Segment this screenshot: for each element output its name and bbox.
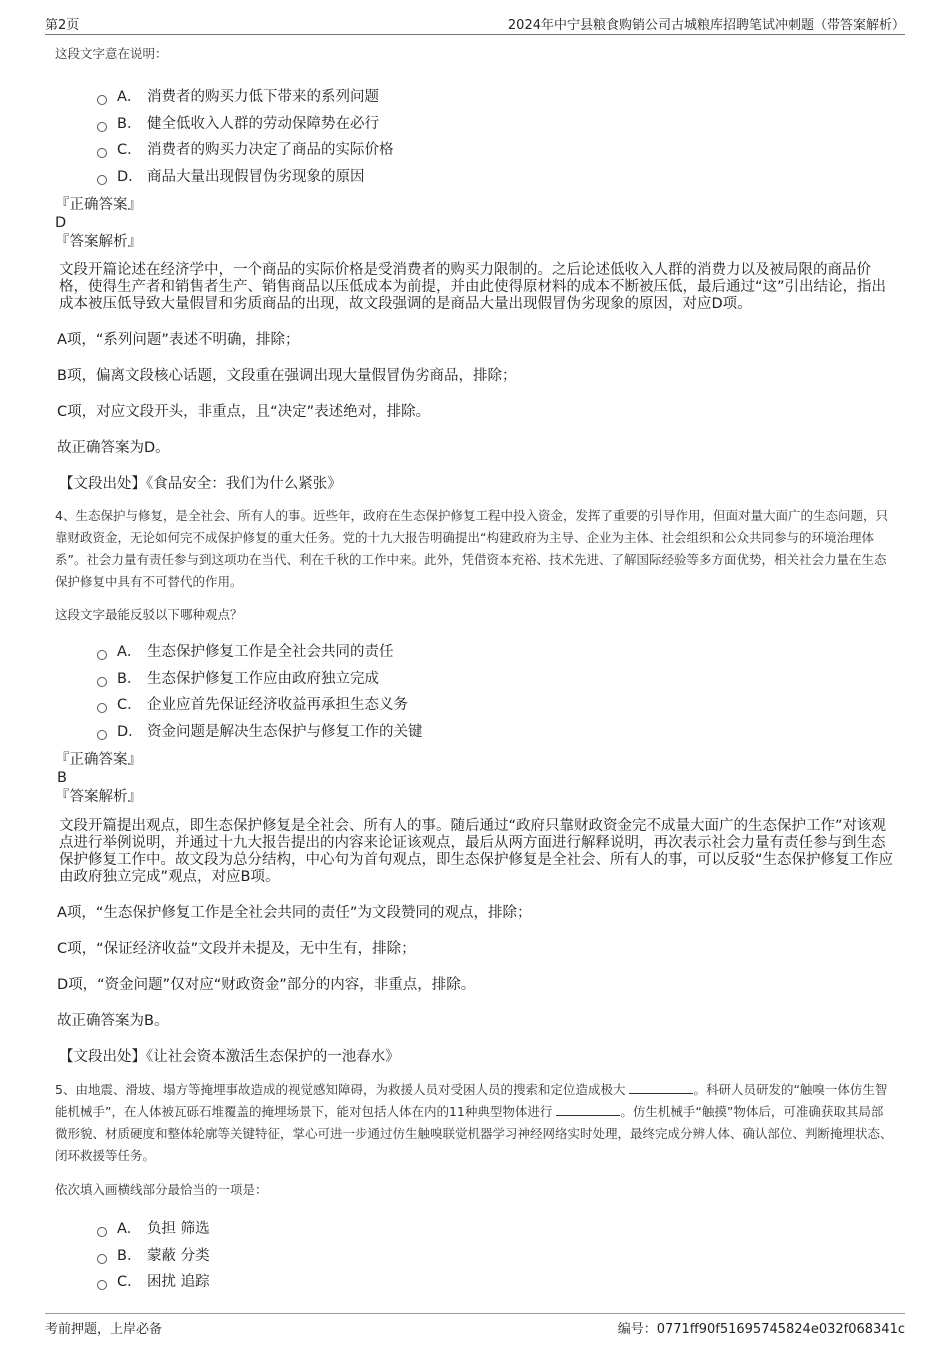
q3-conclusion: 故正确答案为D。	[57, 440, 170, 456]
option-text: 负担 筛选	[147, 1221, 210, 1237]
radio-icon[interactable]	[97, 175, 107, 185]
q5-text-part: 。科研人员研发的“触嗅一体仿生智能机械手”，在人体被瓦砾石堆覆盖的掩埋场景下，能对包括人体在内的11种典型物体进行	[55, 1082, 888, 1119]
radio-icon[interactable]	[97, 650, 107, 660]
q4-option-c[interactable]	[97, 692, 895, 719]
option-label: B．	[117, 115, 142, 132]
option-label: A．	[117, 89, 142, 105]
radio-icon[interactable]	[97, 730, 107, 740]
option-label: D．	[117, 168, 143, 185]
q3-analysis-line: A项，“系列问题”表述不明确，排除；	[57, 332, 300, 348]
q4-source: 【文段出处】《让社会资本激活生态保护的一池春水》	[59, 1049, 400, 1065]
option-text: 生态保护修复工作应由政府独立完成	[147, 670, 379, 687]
radio-icon[interactable]	[97, 1254, 107, 1264]
option-text: 消费者的购买力低下带来的系列问题	[147, 89, 379, 105]
radio-icon[interactable]	[97, 95, 107, 105]
q5-options	[55, 1216, 895, 1296]
radio-icon[interactable]	[97, 1280, 107, 1290]
fill-blank	[556, 1103, 620, 1116]
q3-options	[55, 84, 895, 190]
q4-option-d[interactable]	[97, 719, 895, 746]
q3-option-c[interactable]	[97, 137, 895, 164]
option-label: A．	[117, 1221, 142, 1237]
option-label: C．	[117, 1274, 142, 1290]
radio-icon[interactable]	[97, 148, 107, 158]
q5-option-b[interactable]	[97, 1243, 895, 1270]
page-number: 第2页	[45, 18, 80, 33]
q4-prompt: 这段文字最能反驳以下哪种观点？	[55, 607, 243, 622]
option-label: B．	[117, 670, 142, 687]
q4-answer: B	[57, 770, 67, 786]
q3-source: 【文段出处】《食品安全：我们为什么紧张》	[59, 476, 342, 492]
q4-answer-tag: 『正确答案』	[55, 752, 142, 768]
q5-option-a[interactable]	[97, 1216, 895, 1243]
q4-analysis-line: A项，“生态保护修复工作是全社会共同的责任”为文段赞同的观点，排除；	[57, 905, 532, 921]
option-text: 企业应首先保证经济收益再承担生态义务	[147, 697, 408, 713]
q4-analysis-line: D项，“资金问题”仅对应“财政资金”部分的内容，非重点，排除。	[57, 977, 476, 993]
q4-option-b[interactable]	[97, 666, 895, 693]
option-text: 蒙蔽 分类	[147, 1247, 210, 1264]
q4-analysis-line: C项，“保证经济收益”文段并未提及，无中生有，排除；	[57, 941, 416, 957]
q3-answer: D	[55, 215, 67, 231]
q4-conclusion: 故正确答案为B。	[57, 1013, 169, 1029]
q3-prompt: 这段文字意在说明：	[55, 46, 168, 61]
q3-option-a[interactable]	[97, 84, 895, 111]
radio-icon[interactable]	[97, 677, 107, 687]
radio-icon[interactable]	[97, 703, 107, 713]
q4-text: 4、生态保护与修复，是全社会、所有人的事。近些年，政府在生态保护修复工程中投入资金，发挥了重要的引导作用，但面对量大面广的生态问题，只靠财政资金，无论如何完不成保护修复的重大任务。党的十九大报告明确提出“构建政府为主导、企业为主体、社会组织和公众共同参与的环境治理体系”。社会力量有责任参与到这项功在当代、利在千秋的工作中来。此外，凭借资本充裕、技术先进、了解国际经验等多方面优势，相关社会力量在生态保护修复中具有不可替代的作用。	[55, 508, 888, 589]
footer-slogan: 考前押题，上岸必备	[45, 1322, 163, 1337]
q4-analysis: 文段开篇提出观点，即生态保护修复是全社会、所有人的事。随后通过“政府只靠财政资金完不成量大面广的生态保护工作”对该观点进行举例说明，并通过十九大报告提出的内容来论证该观点，最后从两方面进行解释说明，再次表示社会力量有责任参与到生态保护修复工作中。故文段为总分结构，中心句为首句观点，即生态保护修复是全社会、所有人的事，可以反驳“生态保护修复工作应由政府独立完成”观点，对应B项。	[59, 818, 894, 885]
q3-option-b[interactable]	[97, 111, 895, 138]
q5-option-c[interactable]	[97, 1269, 895, 1296]
option-text: 健全低收入人群的劳动保障势在必行	[147, 115, 379, 132]
q5-prompt: 依次填入画横线部分最恰当的一项是：	[55, 1182, 268, 1197]
q4-analysis-tag: 『答案解析』	[55, 789, 142, 805]
option-text: 困扰 追踪	[147, 1274, 210, 1290]
option-text: 资金问题是解决生态保护与修复工作的关键	[147, 723, 423, 740]
q4-options	[55, 639, 895, 745]
option-label: C．	[117, 697, 142, 713]
q5-text-part: 。仿生机械手“触摸”物体后，可准确获取其局部微形貌、材质硬度和整体轮廓等关键特征，掌心可进一步通过仿生触嗅联觉机器学习神经网络实时处理，最终完成分辨人体、确认部位、判断掩埋状态、闭环救援等任务。	[55, 1104, 893, 1163]
option-text: 消费者的购买力决定了商品的实际价格	[147, 142, 394, 158]
option-text: 商品大量出现假冒伪劣现象的原因	[147, 168, 365, 185]
q3-analysis-line: C项，对应文段开头，非重点，且“决定”表述绝对，排除。	[57, 404, 431, 420]
document-body	[55, 44, 895, 1296]
option-label: B．	[117, 1247, 142, 1264]
radio-icon[interactable]	[97, 122, 107, 132]
radio-icon[interactable]	[97, 1227, 107, 1237]
option-text: 生态保护修复工作是全社会共同的责任	[147, 644, 394, 660]
page-footer	[45, 1313, 905, 1340]
document-title: 2024年中宁县粮食购销公司古城粮库招聘笔试冲刺题（带答案解析）	[507, 18, 905, 33]
q3-option-d[interactable]	[97, 164, 895, 191]
q5-text-part: 5、由地震、滑坡、塌方等掩埋事故造成的视觉感知障碍，为救援人员对受困人员的搜索和定位造成极大	[55, 1082, 626, 1097]
q3-analysis-tag: 『答案解析』	[55, 234, 142, 250]
q3-analysis-line: B项，偏离文段核心话题，文段重在强调出现大量假冒伪劣商品，排除；	[57, 368, 517, 384]
page-header	[45, 14, 905, 35]
q3-analysis: 文段开篇论述在经济学中，一个商品的实际价格是受消费者的购买力限制的。之后论述低收入人群的消费力以及被局限的商品价格，使得生产者和销售者生产、销售商品以压低成本为前提，并由此使得原材料的成本不断被压低，最后通过“这”引出结论，指出成本被压低导致大量假冒和劣质商品的出现，故文段强调的是商品大量出现假冒伪劣现象的原因，对应D项。	[59, 262, 887, 312]
q4-option-a[interactable]	[97, 639, 895, 666]
q5-text	[55, 1079, 895, 1167]
document-id: 编号：0771ff90f51695745824e032f068341c	[617, 1322, 905, 1337]
option-label: C．	[117, 142, 142, 158]
q3-answer-tag: 『正确答案』	[55, 197, 142, 213]
option-label: D．	[117, 723, 143, 740]
option-label: A．	[117, 644, 142, 660]
fill-blank	[629, 1081, 693, 1094]
